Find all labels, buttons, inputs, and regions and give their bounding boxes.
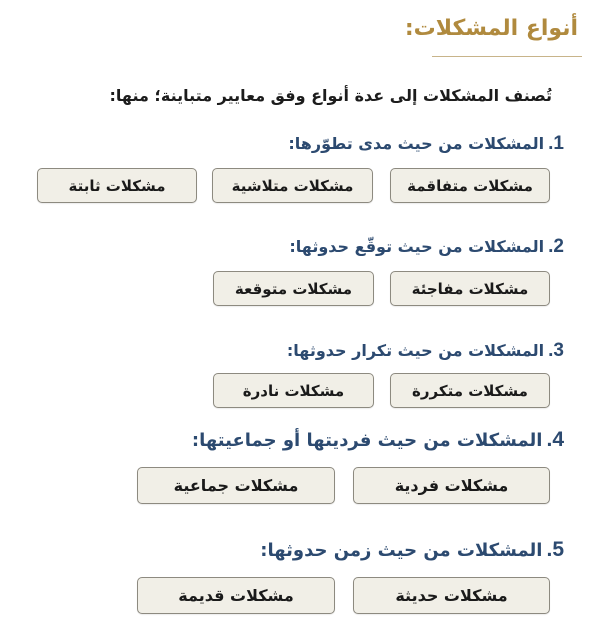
section-number: 5. xyxy=(546,538,564,561)
section-heading-text: المشكلات من حيث تكرار حدوثها: xyxy=(286,341,545,360)
section-heading-text: المشكلات من حيث توقّع حدوثها: xyxy=(289,237,545,256)
option-button[interactable]: مشكلات قديمة xyxy=(137,577,335,614)
intro-text: تُصنف المشكلات إلى عدة أنواع وفق معايير متباينة؛ منها: xyxy=(109,86,552,105)
option-button[interactable]: مشكلات نادرة xyxy=(213,373,374,408)
section-1-heading xyxy=(288,133,564,155)
section-heading-text: المشكلات من حيث فرديتها أو جماعيتها: xyxy=(191,430,543,451)
option-button[interactable]: مشكلات متكررة xyxy=(390,373,550,408)
option-button[interactable]: مشكلات متفاقمة xyxy=(390,168,550,203)
option-button[interactable]: مشكلات متلاشية xyxy=(212,168,373,203)
title-underline xyxy=(432,56,582,57)
section-4-heading xyxy=(192,428,564,452)
section-number: 3. xyxy=(548,340,564,361)
section-5-heading xyxy=(260,538,564,562)
option-button[interactable]: مشكلات متوقعة xyxy=(213,271,374,306)
section-3-heading xyxy=(287,340,564,362)
section-heading-text: المشكلات من حيث زمن حدوثها: xyxy=(260,540,543,561)
section-number: 2. xyxy=(548,236,564,257)
section-number: 4. xyxy=(546,428,564,451)
page-title: أنواع المشكلات: xyxy=(404,16,578,41)
option-button[interactable]: مشكلات فردية xyxy=(353,467,550,504)
option-button[interactable]: مشكلات حديثة xyxy=(353,577,550,614)
option-button[interactable]: مشكلات ثابتة xyxy=(37,168,197,203)
section-heading-text: المشكلات من حيث مدى تطوّرها: xyxy=(288,134,545,153)
option-button[interactable]: مشكلات مفاجئة xyxy=(390,271,550,306)
option-button[interactable]: مشكلات جماعية xyxy=(137,467,335,504)
section-2-heading xyxy=(289,236,564,258)
section-number: 1. xyxy=(548,133,564,154)
